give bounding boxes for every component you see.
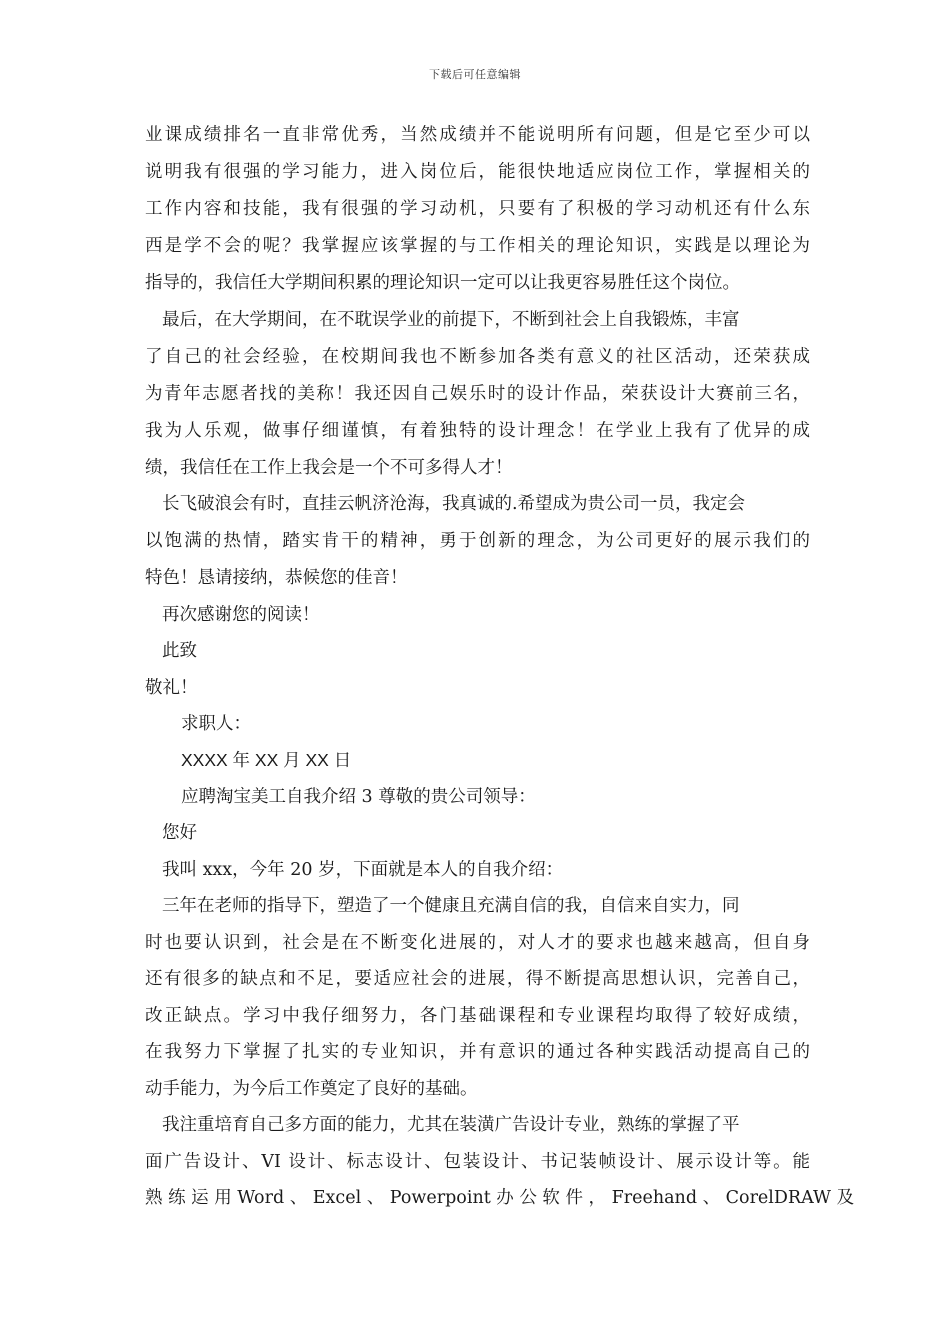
paragraph-line: 指导的，我信任大学期间积累的理论知识一定可以让我更容易胜任这个岗位。 [145, 273, 740, 293]
intro-line: 我叫 xxx，今年 20 岁，下面就是本人的自我介绍： [162, 860, 564, 880]
paragraph-line: 说明我有很强的学习能力，进入岗位后，能很快地适应岗位工作，掌握相关的 [145, 162, 810, 182]
paragraph-line: 面广告设计、VI 设计、标志设计、包装设计、书记装帧设计、展示设计等。能 [145, 1152, 810, 1172]
paragraph-line: 西是学不会的呢？我掌握应该掌握的与工作相关的理论知识，实践是以理论为 [145, 236, 810, 256]
paragraph-line: 我为人乐观，做事仔细谨慎，有着独特的设计理念！在学业上我有了优异的成 [145, 421, 810, 441]
paragraph-line: 三年在老师的指导下，塑造了一个健康且充满自信的我，自信来自实力，同 [162, 896, 740, 916]
signature-label: 求职人： [181, 714, 251, 734]
paragraph-line: 在我努力下掌握了扎实的专业知识，并有意识的通过各种实践活动提高自己的 [145, 1042, 810, 1062]
paragraph-line: 工作内容和技能，我有很强的学习动机，只要有了积极的学习动机还有什么东 [145, 199, 810, 219]
paragraph-line: 了自己的社会经验，在校期间我也不断参加各类有意义的社区活动，还荣获成 [145, 347, 810, 367]
paragraph-line: 还有很多的缺点和不足，要适应社会的进展，得不断提高思想认识，完善自己， [145, 969, 810, 989]
closing-thanks: 再次感谢您的阅读！ [162, 605, 320, 625]
greeting-line: 您好 [162, 823, 197, 843]
paragraph-line: 动手能力，为今后工作奠定了良好的基础。 [145, 1079, 478, 1099]
paragraph-line: 特色！恳请接纳，恭候您的佳音！ [145, 568, 408, 588]
paragraph-line: 最后，在大学期间，在不耽误学业的前提下，不断到社会上自我锻炼，丰富 [162, 310, 740, 330]
paragraph-line: 长飞破浪会有时，直挂云帆济沧海，我真诚的.希望成为贵公司一员，我定会 [162, 494, 746, 514]
paragraph-line: 熟 练 运 用 Word 、 Excel 、 Powerpoint 办 公 软 件 ， Freehand 、 CorelDRAW 及 [145, 1188, 855, 1208]
paragraph-line: 为青年志愿者找的美称！我还因自己娱乐时的设计作品，荣获设计大赛前三名， [145, 384, 810, 404]
closing-salutation: 此致 [162, 641, 197, 661]
paragraph-line: 业课成绩排名一直非常优秀，当然成绩并不能说明所有问题，但是它至少可以 [145, 125, 810, 145]
paragraph-line: 以饱满的热情，踏实肯干的精神，勇于创新的理念，为公司更好的展示我们的 [145, 531, 810, 551]
paragraph-line: 时也要认识到，社会是在不断变化进展的，对人才的要求也越来越高，但自身 [145, 933, 810, 953]
paragraph-line: 绩，我信任在工作上我会是一个不可多得人才！ [145, 458, 513, 478]
paragraph-line: 改正缺点。学习中我仔细努力，各门基础课程和专业课程均取得了较好成绩， [145, 1006, 810, 1026]
paragraph-line: 我注重培育自己多方面的能力，尤其在装潢广告设计专业，熟练的掌握了平 [162, 1115, 740, 1135]
closing-regards: 敬礼！ [145, 678, 198, 698]
page-header: 下载后可任意编辑 [429, 68, 521, 81]
signature-date: XXXX 年 XX 月 XX 日 [181, 750, 352, 770]
section-title: 应聘淘宝美工自我介绍 3 尊敬的贵公司领导： [181, 787, 536, 807]
